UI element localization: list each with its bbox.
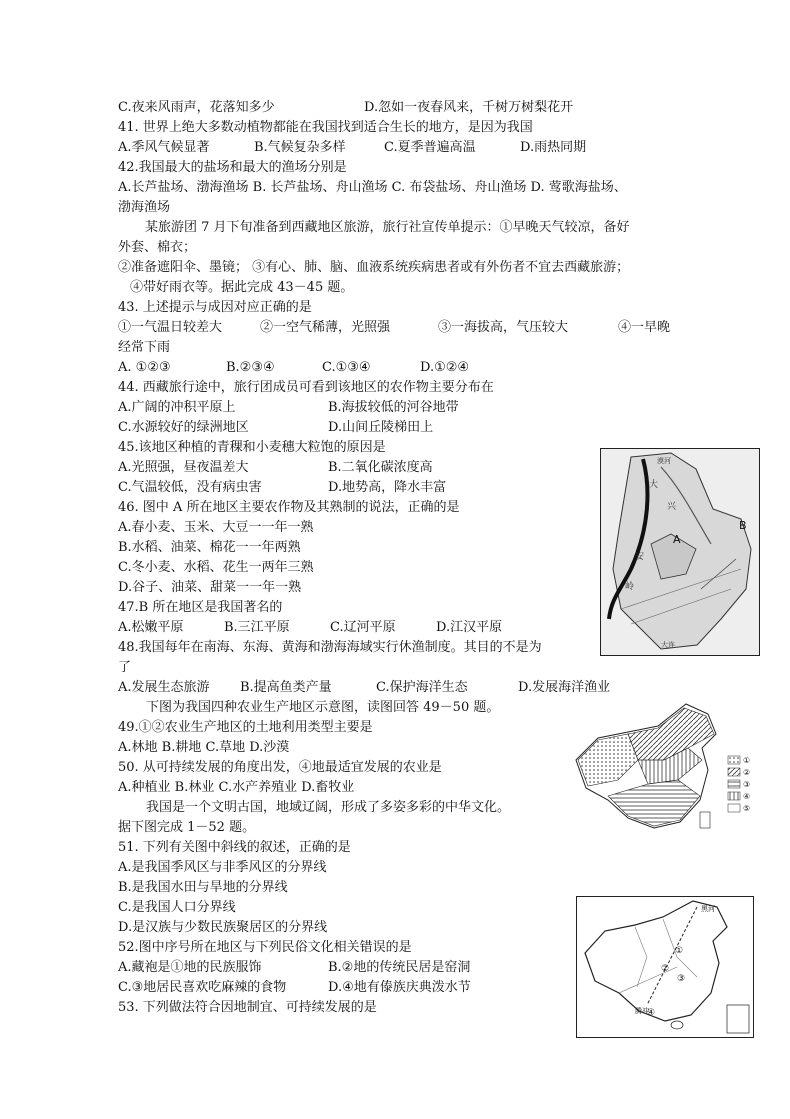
q51-option-b: B.是我国水田与旱地的分界线: [118, 880, 288, 895]
q52-option-c: C.③地居民喜欢吃麻辣的食物: [118, 980, 287, 995]
culture-num-4: ④: [647, 1008, 656, 1018]
q53-stem: 53. 下列做法符合因地制宜、可持续发展的是: [118, 1000, 377, 1015]
q51-option-d: D.是汉族与少数民族聚居区的分界线: [118, 920, 328, 935]
map-label-ling: 岭: [625, 582, 635, 592]
q47-option-c: C.辽河平原: [330, 620, 396, 635]
q43-item-3: ③一海拔高，气压较大: [438, 320, 569, 335]
q48-stem-cont: 了: [118, 660, 132, 675]
q47-option-a: A.松嫩平原: [118, 620, 184, 635]
q46-stem: 46. 图中 A 所在地区主要农作物及其熟制的说法，正确的是: [118, 500, 460, 515]
agriculture-map-drawing: [568, 700, 764, 838]
q41-option-a: A.季风气候显著: [118, 140, 210, 155]
q40-option-d: D.忽如一夜春风来，千树万树梨花开: [364, 100, 574, 115]
q43-item-1: ①一气温日较差大: [118, 320, 223, 335]
q47-stem: 47.B 所在地区是我国著名的: [118, 600, 283, 615]
culture-intro-2: 据下图完成 1－52 题。: [118, 820, 256, 835]
q41-option-b: B.气候复杂多样: [254, 140, 346, 155]
map-label-mohe: 漠河: [657, 457, 671, 465]
q43-option-d: D.①②④: [420, 360, 470, 375]
agri-legend-5: ⑤: [743, 804, 751, 813]
q42-options-cont: 渤海渔场: [118, 200, 171, 215]
tibet-intro-4: ④带好雨衣等。据此完成 43－45 题。: [130, 280, 354, 295]
q52-option-a: A.藏袍是①地的民族服饰: [118, 960, 262, 975]
q48-option-b: B.提高鱼类产量: [240, 680, 332, 695]
q49-options: A.林地 B.耕地 C.草地 D.沙漠: [118, 740, 290, 755]
q43-item-4: ④一早晚: [618, 320, 671, 335]
q48-option-a: A.发展生态旅游: [118, 680, 210, 695]
q47-option-d: D.江汉平原: [436, 620, 503, 635]
q43-option-a: A. ①②③: [118, 360, 171, 375]
q45-option-c: C.气温较低，没有病虫害: [118, 480, 262, 495]
map-label-an: 安: [635, 552, 645, 562]
q40-option-c: C.夜来风雨声，花落知多少: [118, 100, 275, 115]
q44-option-d: D.山间丘陵梯田上: [328, 420, 434, 435]
q46-option-c: C.冬小麦、水稻、花生一两年三熟: [118, 560, 314, 575]
q44-option-b: B.海拔较低的河谷地带: [328, 400, 459, 415]
agri-intro: 下图为我国四种农业生产地区示意图，读图回答 49－50 题。: [146, 700, 500, 715]
q41-option-c: C.夏季普遍高温: [384, 140, 476, 155]
q50-options: A.种植业 B.林业 C.水产养殖业 D.畜牧业: [118, 780, 355, 795]
q51-stem: 51. 下列有关图中斜线的叙述，正确的是: [118, 840, 351, 855]
q47-option-b: B.三江平原: [224, 620, 290, 635]
map-label-xing: 兴: [667, 502, 677, 512]
culture-label-heihe: 黑河: [701, 905, 715, 913]
culture-map-drawing: [577, 897, 753, 1037]
q44-option-a: A.广阔的冲积平原上: [118, 400, 236, 415]
q51-option-a: A.是我国季风区与非季风区的分界线: [118, 860, 327, 875]
q46-option-b: B.水稻、油菜、棉花一一年两熟: [118, 540, 301, 555]
q46-option-a: A.春小麦、玉米、大豆一一年一熟: [118, 520, 314, 535]
q41-option-d: D.雨热同期: [520, 140, 587, 155]
agri-legend-3: ③: [743, 780, 751, 789]
map-label-a: A: [673, 533, 681, 546]
q43-stem: 43. 上述提示与成因对应正确的是: [118, 300, 312, 315]
q45-stem: 45.该地区种植的青稞和小麦穗大粒饱的原因是: [118, 440, 386, 455]
q42-options: A.长芦盐场、渤海渔场 B. 长芦盐场、舟山渔场 C. 布袋盐场、舟山渔场 D. 莺歌海盐场、: [118, 180, 627, 195]
q41-stem: 41. 世界上绝大多数动植物都能在我国找到适合生长的地方，是因为我国: [118, 120, 533, 135]
northeast-map-drawing: [601, 449, 759, 655]
q49-stem: 49.①②农业生产地区的土地利用类型主要是: [118, 720, 373, 735]
q45-option-d: D.地势高，降水丰富: [328, 480, 447, 495]
map-label-b: B: [739, 519, 747, 532]
q50-stem: 50. 从可持续发展的角度出发，④地最适宜发展的农业是: [118, 760, 442, 775]
q43-item-2: ②一空气稀薄，光照强: [260, 320, 391, 335]
q43-item-4-cont: 经常下雨: [118, 340, 171, 355]
agri-legend-2: ②: [743, 768, 751, 777]
northeast-map: [600, 448, 760, 656]
q52-option-d: D.④地有傣族庆典泼水节: [328, 980, 471, 995]
q52-stem: 52.图中序号所在地区与下列民俗文化相关错误的是: [118, 940, 412, 955]
agri-legend-4: ④: [743, 792, 751, 801]
q44-stem: 44. 西藏旅行途中，旅行团成员可看到该地区的农作物主要分布在: [118, 380, 494, 395]
q51-option-c: C.是我国人口分界线: [118, 900, 236, 915]
q48-option-d: D.发展海洋渔业: [518, 680, 611, 695]
agriculture-map: [568, 700, 764, 838]
culture-num-1: ①: [675, 946, 684, 956]
culture-label-tengchong: 腾冲: [635, 1007, 649, 1015]
tibet-intro: 某旅游团 7 月下旬准备到西藏地区旅游，旅行社宣传单提示：①早晚天气较凉，备好: [145, 220, 630, 235]
map-label-da: 大: [649, 480, 659, 490]
q52-option-b: B.②地的传统民居是窑洞: [328, 960, 471, 975]
q45-option-a: A.光照强，昼夜温差大: [118, 460, 249, 475]
culture-num-3: ③: [677, 974, 686, 984]
tibet-intro-3: ②准备遮阳伞、墨镜； ③有心、肺、脑、血液系统疾病患者或有外伤者不宜去西藏旅游；: [118, 260, 630, 275]
culture-intro: 我国是一个文明古国，地域辽阔，形成了多姿多彩的中华文化。: [146, 800, 511, 815]
q48-stem: 48.我国每年在南海、东海、黄海和渤海海域实行休渔制度。其目的不是为: [118, 640, 542, 655]
tibet-intro-2: 外套、棉衣；: [118, 240, 197, 255]
q43-option-c: C.①③④: [322, 360, 371, 375]
culture-num-2: ②: [661, 964, 670, 974]
map-label-dalian: 大连: [661, 641, 675, 649]
culture-map: [576, 896, 754, 1038]
q44-option-c: C.水源较好的绿洲地区: [118, 420, 249, 435]
q48-option-c: C.保护海洋生态: [376, 680, 468, 695]
q43-option-b: B.②③④: [226, 360, 275, 375]
agri-legend-1: ①: [743, 756, 751, 765]
q46-option-d: D.谷子、油菜、甜菜一一年一熟: [118, 580, 302, 595]
q42-stem: 42.我国最大的盐场和最大的渔场分别是: [118, 160, 347, 175]
q45-option-b: B.二氧化碳浓度高: [328, 460, 433, 475]
